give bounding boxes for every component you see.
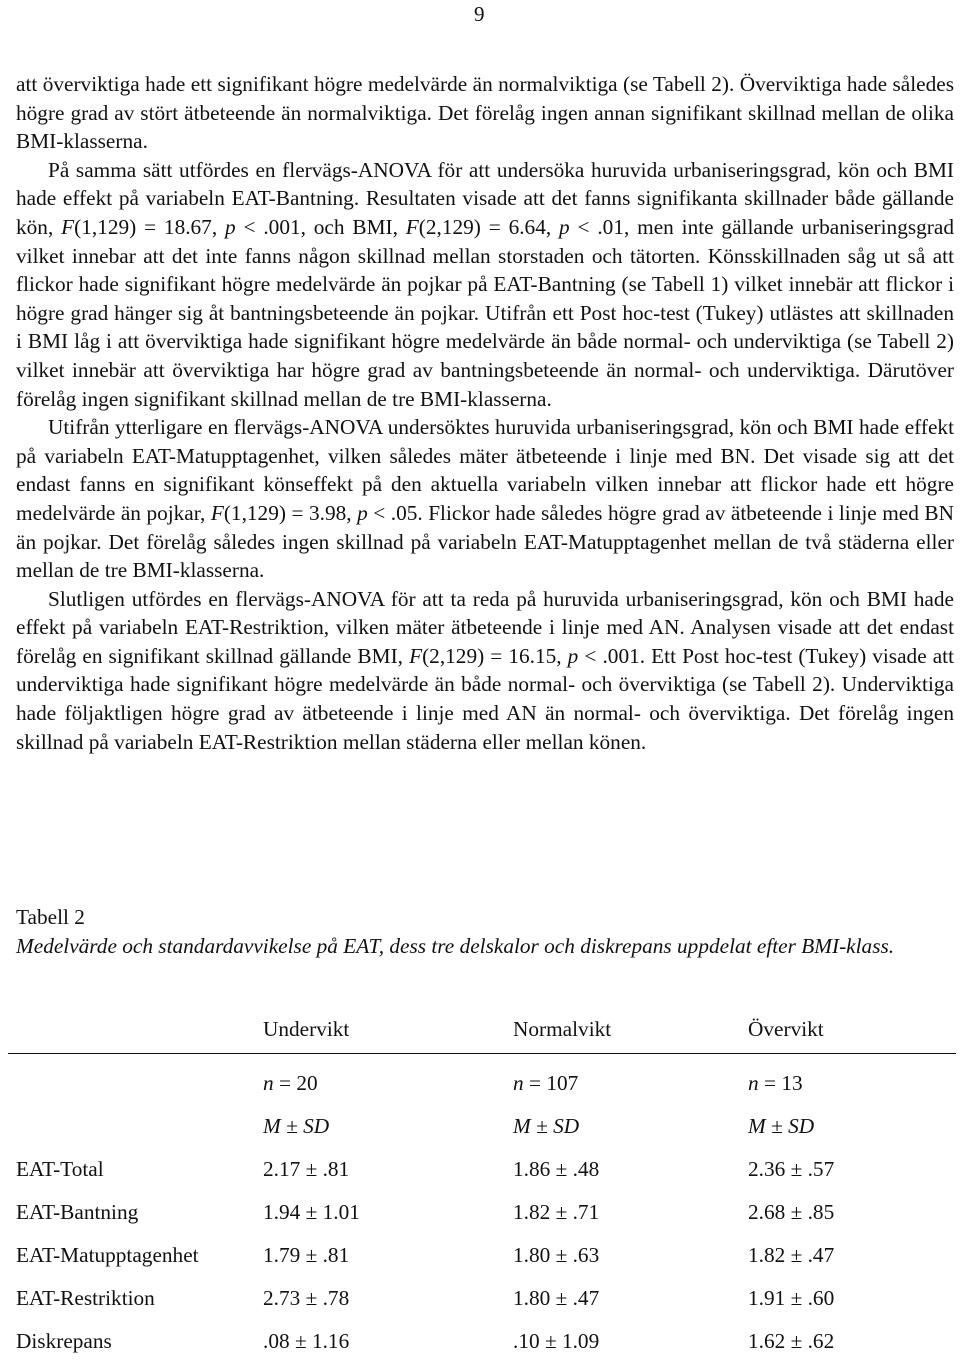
text-run: (2,129) = 6.64, — [418, 214, 560, 239]
table-cell: 1.91 ± .60 — [748, 1286, 835, 1310]
text-run: < .001, och BMI, — [235, 214, 406, 239]
table-row — [8, 1320, 956, 1363]
table-row — [8, 1148, 956, 1191]
table-cell: 2.73 ± .78 — [263, 1286, 350, 1310]
text-run: (2,129) = 16.15, — [422, 643, 568, 668]
table-header-row — [8, 1013, 956, 1054]
text-run: < .05. Flickor hade således högre grad av ätbeteende i linje med BN än pojkar. Det förelåg således ingen skillnad på variabeln EAT-Matupptagenhet mellan de två städerna eller mellan de tre BMI-klasserna. — [16, 500, 954, 583]
table-cell: 1.94 ± 1.01 — [263, 1200, 360, 1224]
row-label: EAT-Matupptagenhet — [16, 1243, 199, 1267]
text-run: Utifrån ytterligare en flervägs-ANOVA undersöktes huruvida urbaniseringsgrad, kön och BMI hade effekt på variabeln EAT-Matupptagenhet, vilken således mäter ätbeteende i linje med BN. Det visade sig att det endast fanns en signifikant könseffekt på den aktuella variabeln vilken innebar att flickor hade ett högre medelvärde än pojkar, — [16, 415, 954, 525]
sample-size-undervikt — [255, 1054, 505, 1106]
table-cell: 2.68 ± .85 — [748, 1200, 835, 1224]
table-cell: 1.86 ± .48 — [513, 1157, 600, 1181]
text-run: < .01, men inte gällande urbaniseringsgrad vilket innebar att det inte fanns någon skillnad mellan storstaden och tätorten. Könsskillnaden såg ut så att flickor hade signifikant högre medelvärde än pojkar på EAT-Bantning (se Tabell 1) vilket innebär att flickor i högre grad hänger sig åt bantningsbeteende än pojkar. Utifrån ett Post hoc-test (Tukey) utlästes att skillnaden i BMI låg i att överviktiga hade signifikant högre medelvärde än både normal- och underviktiga (se Tabell 2) vilket innebär att överviktiga har högre grad av bantningsbeteende än normal- och underviktiga. Därutöver förelåg ingen signifikant skillnad mellan de tre BMI-klasserna. — [16, 214, 954, 411]
text-run: (1,129) = 3.98, — [223, 500, 358, 525]
n-symbol: n — [513, 1071, 524, 1095]
table-cell: 2.36 ± .57 — [748, 1157, 835, 1181]
column-header-overvikt: Övervikt — [740, 1013, 956, 1054]
n-value: = 20 — [278, 1071, 318, 1095]
table-row — [8, 1234, 956, 1277]
stat-symbol: F — [210, 500, 224, 525]
table-header-empty — [8, 1013, 255, 1054]
table-cell: 1.62 ± .62 — [748, 1329, 835, 1353]
table-title: Medelvärde och standardavvikelse på EAT, dess tre delskalor och diskrepans uppdelat efter BMI-klass. — [16, 934, 895, 958]
table-cell: 1.80 ± .47 — [513, 1286, 600, 1310]
paragraph-2 — [16, 156, 954, 413]
n-value: = 13 — [763, 1071, 803, 1095]
table-caption — [16, 903, 956, 961]
stat-symbol: p — [559, 214, 570, 239]
table-label: Tabell 2 — [16, 905, 85, 929]
n-value: = 107 — [528, 1071, 579, 1095]
column-header-normalvikt: Normalvikt — [505, 1013, 740, 1054]
stat-symbol: p — [567, 643, 579, 668]
stat-symbol: F — [405, 214, 419, 239]
stat-label-empty — [8, 1105, 255, 1148]
n-symbol: n — [748, 1071, 759, 1095]
stat-label-row — [8, 1105, 956, 1148]
row-label: Diskrepans — [16, 1329, 112, 1353]
sample-size-empty — [8, 1054, 255, 1106]
text-run: På samma sätt utfördes en flervägs-ANOVA för att undersöka huruvida urbaniseringsgrad, kön och BMI hade effekt på variabeln EAT-Bantning. Resultaten visade att det fanns signifikanta skillnader både gällande kön, — [16, 157, 954, 239]
stat-label: M ± SD — [513, 1114, 580, 1138]
paragraph-4 — [16, 585, 954, 757]
page-number: 9 — [474, 2, 485, 26]
row-label: EAT-Restriktion — [16, 1286, 155, 1310]
text-run: (1,129) = 18.67, — [74, 214, 225, 239]
table-cell: .08 ± 1.16 — [263, 1329, 350, 1353]
stat-symbol: F — [409, 643, 423, 668]
table-cell: 2.17 ± .81 — [263, 1157, 350, 1181]
table-cell: 1.82 ± .47 — [748, 1243, 835, 1267]
table-cell: 1.80 ± .63 — [513, 1243, 600, 1267]
table-row — [8, 1277, 956, 1320]
row-label: EAT-Bantning — [16, 1200, 139, 1224]
sample-size-normalvikt — [505, 1054, 740, 1106]
paragraph-3 — [16, 413, 954, 585]
body-text — [16, 70, 954, 756]
text-run: att överviktiga hade ett signifikant högre medelvärde än normalviktiga (se Tabell 2). Överviktiga hade således högre grad av stört ätbeteende än normalviktiga. Det förelåg ingen annan signifikant skillnad mellan de olika BMI-klasserna. — [16, 72, 954, 154]
table-row — [8, 1191, 956, 1234]
stat-label: M ± SD — [748, 1114, 815, 1138]
stat-symbol: F — [61, 214, 75, 239]
stat-symbol: p — [357, 500, 368, 525]
table-cell: 1.82 ± .71 — [513, 1200, 600, 1224]
table-cell: .10 ± 1.09 — [513, 1329, 600, 1353]
n-symbol: n — [263, 1071, 274, 1095]
column-header-undervikt: Undervikt — [255, 1013, 505, 1054]
stat-label: M ± SD — [263, 1114, 330, 1138]
table-cell: 1.79 ± .81 — [263, 1243, 350, 1267]
sample-size-overvikt — [740, 1054, 956, 1106]
text-run: Slutligen utfördes en flervägs-ANOVA för att ta reda på huruvida urbaniseringsgrad, kön och BMI hade effekt på variabeln EAT-Restriktion, vilken mäter ätbeteende i linje med AN. Analysen visade att det endast förelåg en signifikant skillnad gällande BMI, — [16, 586, 954, 668]
paragraph-1 — [16, 70, 954, 156]
data-table — [8, 1013, 956, 1363]
text-run: < .001. Ett Post hoc-test (Tukey) visade att underviktiga hade signifikant högre medelvärde än både normal- och överviktiga (se Tabell 2). Underviktiga hade följaktligen högre grad av ätbeteende i linje med AN än normal- och överviktiga. Det förelåg ingen skillnad på variabeln EAT-Restriktion mellan städerna eller mellan könen. — [16, 643, 955, 754]
stat-symbol: p — [225, 214, 236, 239]
sample-size-row — [8, 1054, 956, 1106]
row-label: EAT-Total — [16, 1157, 104, 1181]
